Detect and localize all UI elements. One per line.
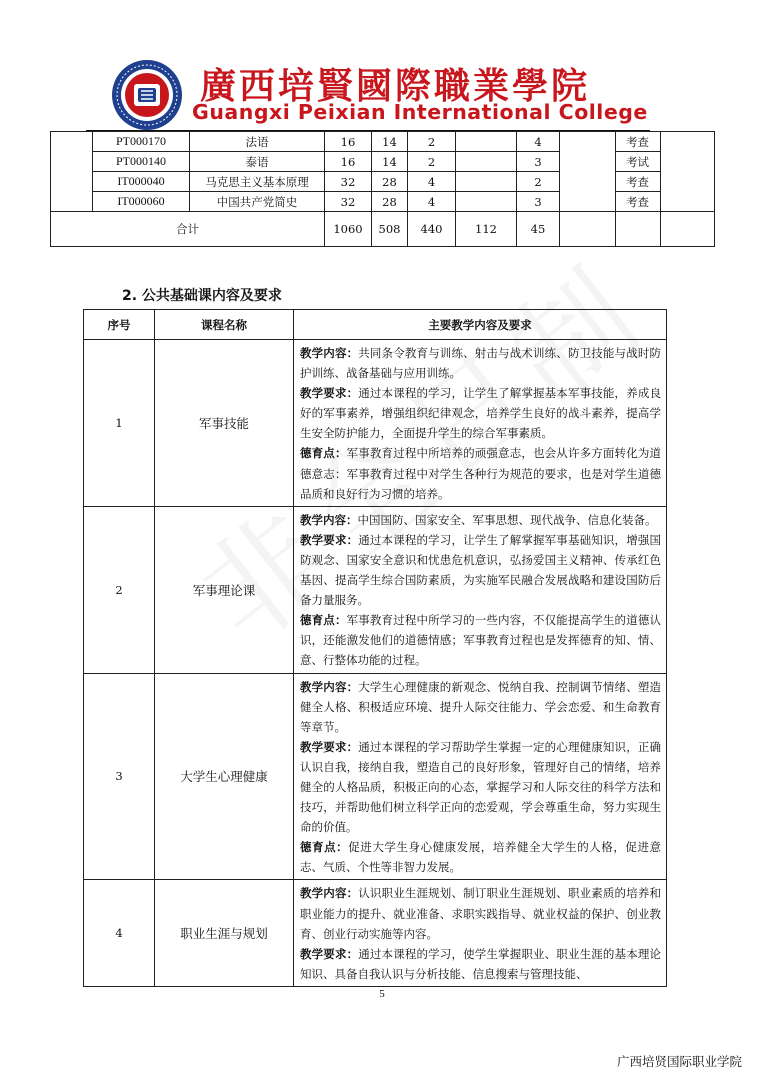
- blank-cell: [661, 212, 715, 247]
- total-credits: 45: [517, 212, 560, 247]
- section-heading: 2. 公共基础课内容及要求: [122, 288, 282, 304]
- total-row: [51, 212, 715, 247]
- content-label: 教学内容：: [300, 886, 359, 901]
- remarks-cell: [661, 132, 715, 212]
- requirement-label: 教学要求：: [300, 739, 359, 754]
- blank-cell: [560, 132, 616, 212]
- course-code: PT000170: [93, 132, 190, 152]
- theory-hours: 14: [372, 132, 408, 152]
- semester: 2: [517, 172, 560, 192]
- course-number: 4: [84, 880, 155, 986]
- theory-hours: 14: [372, 152, 408, 172]
- table-row: [51, 172, 715, 192]
- requirement-label: 教学要求：: [300, 946, 359, 961]
- course-name: 大学生心理健康: [155, 673, 294, 880]
- table-row: [84, 673, 667, 880]
- requirement-label: 教学要求：: [300, 532, 359, 547]
- college-name-english: Guangxi Peixian International College: [192, 100, 648, 124]
- extra-hours: [456, 152, 517, 172]
- practice-hours: 2: [408, 152, 456, 172]
- practice-hours: 4: [408, 172, 456, 192]
- table-row: [51, 192, 715, 212]
- practice-hours: 4: [408, 192, 456, 212]
- content-label: 教学内容：: [300, 346, 359, 360]
- content-text: 大学生心理健康的新观念、悦纳自我、控制调节情绪、塑造健全人格、积极适应环境、提升人际交往能力、学会恋爱、和生命教育等章节。: [300, 679, 661, 734]
- semester: 4: [517, 132, 560, 152]
- footer-college-name: 广西培贤国际职业学院: [616, 1054, 742, 1069]
- theory-hours: 28: [372, 192, 408, 212]
- course-content-table: [83, 309, 667, 987]
- total-hours: 32: [325, 172, 372, 192]
- exam-type: 考查: [616, 192, 661, 212]
- course-code: PT000140: [93, 152, 190, 172]
- course-name: 泰语: [190, 152, 325, 172]
- requirement-label: 教学要求：: [300, 386, 359, 401]
- requirement-text: 通过本课程的学习，让学生了解掌握军事基础知识，增强国防观念、国家安全意识和忧患危机意识，弘扬爱国主义精神、传承红色基因、提高学生综合国防素质，为实施军民融合发展战略和建设国防后备力量服务。: [300, 532, 661, 608]
- semester: 3: [517, 152, 560, 172]
- course-name: 军事理论课: [155, 506, 294, 673]
- content-text: 认识职业生涯规划、制订职业生涯规划、职业素质的培养和职业能力的提升、就业准备、求职实践指导、就业权益的保护、创业教育、创业行动实施等内容。: [300, 886, 661, 941]
- moral-label: 德育点：: [300, 613, 347, 628]
- content-label: 教学内容：: [300, 512, 358, 527]
- total-hours: 16: [325, 132, 372, 152]
- requirement-text: 通过本课程的学习，让学生了解掌握基本军事技能，养成良好的军事素养，增强组织纪律观念，培养学生良好的战斗素养，提高学生安全防护能力，全面提升学生的综合军事素质。: [300, 386, 661, 441]
- theory-hours: 28: [372, 172, 408, 192]
- requirement-text: 通过本课程的学习帮助学生掌握一定的心理健康知识，正确认识自我，接纳自我，塑造自己的良好形象，管理好自己的情绪，培养健全的人格品质，积极正向的心态，掌握学习和人际交往的科学方法和技巧，并帮助他们树立科学正向的恋爱观，学会尊重生命，努力实现生命的价值。: [300, 739, 661, 835]
- table-row: [84, 880, 667, 986]
- course-name: 职业生涯与规划: [155, 880, 294, 986]
- requirement-text: 通过本课程的学习，使学生掌握职业、职业生涯的基本理论知识、具备自我认识与分析技能、信息搜索与管理技能、: [300, 946, 661, 981]
- total-theory: 508: [372, 212, 408, 247]
- content-label: 教学内容：: [300, 679, 359, 694]
- course-name: 法语: [190, 132, 325, 152]
- course-description: [294, 340, 667, 507]
- course-description: [294, 673, 667, 880]
- total-extra: 112: [456, 212, 517, 247]
- extra-hours: [456, 192, 517, 212]
- course-description: [294, 506, 667, 673]
- category-cell: [51, 132, 93, 212]
- course-code: IT000040: [93, 172, 190, 192]
- extra-hours: [456, 172, 517, 192]
- page-number: 5: [379, 988, 385, 1000]
- course-code: IT000060: [93, 192, 190, 212]
- table-row: [51, 152, 715, 172]
- table-row: [84, 340, 667, 507]
- table-header-row: [84, 310, 667, 340]
- blank-cell: [560, 212, 616, 247]
- blank-cell: [616, 212, 661, 247]
- college-banner: [104, 54, 660, 128]
- course-name: 中国共产党简史: [190, 192, 325, 212]
- total-practice: 440: [408, 212, 456, 247]
- course-description: [294, 880, 667, 986]
- total-label: 合计: [51, 212, 325, 247]
- college-name-chinese: 廣西培賢國際職業學院: [200, 65, 591, 107]
- exam-type: 考试: [616, 152, 661, 172]
- total-hours: 32: [325, 192, 372, 212]
- college-seal-logo: [110, 58, 184, 132]
- exam-type: 考查: [616, 172, 661, 192]
- moral-text: 军事教育过程中所培养的顽强意志，也会从许多方面转化为道德意志：军事教育过程中对学生各种行为规范的要求，也是对学生道德品质和良好行为习惯的培养。: [300, 446, 662, 501]
- total-hours: 16: [325, 152, 372, 172]
- course-number: 1: [84, 340, 155, 507]
- extra-hours: [456, 132, 517, 152]
- moral-text: 促进大学生身心健康发展，培养健全大学生的人格，促进意志、气质、个性等非智力发展。: [300, 840, 662, 875]
- total-hours: 1060: [325, 212, 372, 247]
- course-name: 军事技能: [155, 340, 294, 507]
- semester: 3: [517, 192, 560, 212]
- moral-label: 德育点：: [300, 840, 349, 855]
- course-number: 2: [84, 506, 155, 673]
- table-row: [84, 506, 667, 673]
- content-text: 共同条令教育与训练、射击与战术训练、防卫技能与战时防护训练、战备基础与应用训练。: [300, 346, 661, 381]
- exam-type: 考查: [616, 132, 661, 152]
- practice-hours: 2: [408, 132, 456, 152]
- moral-label: 德育点：: [300, 446, 347, 461]
- header-content: 主要教学内容及要求: [294, 310, 667, 340]
- header-course-name: 课程名称: [155, 310, 294, 340]
- course-number: 3: [84, 673, 155, 880]
- credits-table: [50, 131, 715, 247]
- moral-text: 军事教育过程中所学习的一些内容，不仅能提高学生的道德认识，还能激发他们的道德情感；军事教育过程也是发挥德育的知、情、意、行整体功能的过程。: [300, 613, 662, 668]
- content-text: 中国国防、国家安全、军事思想、现代战争、信息化装备。: [357, 512, 657, 527]
- table-row: [51, 132, 715, 152]
- course-name: 马克思主义基本原理: [190, 172, 325, 192]
- header-number: 序号: [84, 310, 155, 340]
